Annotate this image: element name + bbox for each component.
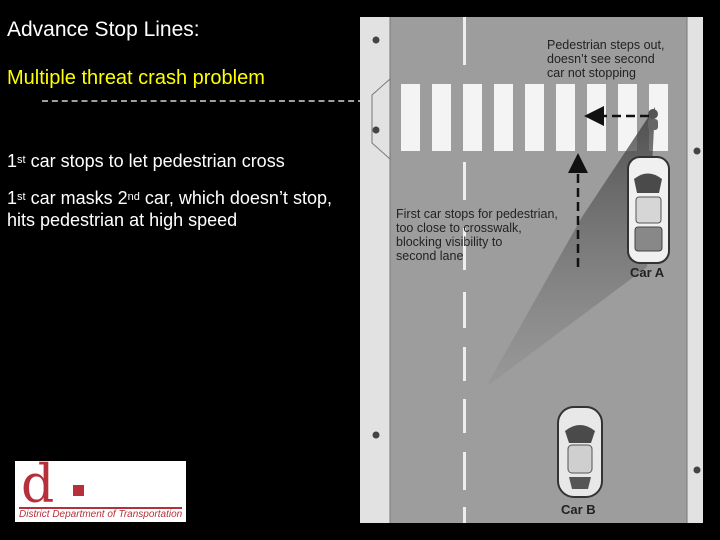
ddot-logo xyxy=(15,455,186,522)
car-a-note: First car stops for pedestrian, too close to crosswalk, blocking visibility to second lane xyxy=(396,207,558,263)
logo-dot xyxy=(73,485,84,496)
dashed-divider xyxy=(42,100,364,102)
bullet-first-car-masks: 1st car masks 2nd car, which doesn’t stop, hits pedestrian at high speed xyxy=(7,188,332,230)
slide-title: Advance Stop Lines: xyxy=(7,18,200,41)
crosswalk xyxy=(401,84,668,151)
right-sidewalk xyxy=(687,17,703,523)
car-b-label: Car B xyxy=(561,502,596,517)
crosswalk-diagram xyxy=(360,17,703,523)
bullet-first-car-stops: 1st car stops to let pedestrian cross xyxy=(7,151,285,171)
car-a-label: Car A xyxy=(630,265,665,280)
car-a xyxy=(628,157,669,263)
pedestrian-icon xyxy=(648,109,658,130)
pedestrian-note: Pedestrian steps out, doesn’t see second car not stopping xyxy=(547,38,665,80)
car-b xyxy=(558,407,602,497)
slide-subtitle: Multiple threat crash problem xyxy=(7,67,265,89)
logo-mark: d xyxy=(21,455,55,515)
logo-name: District Department of Transportation xyxy=(19,509,183,520)
